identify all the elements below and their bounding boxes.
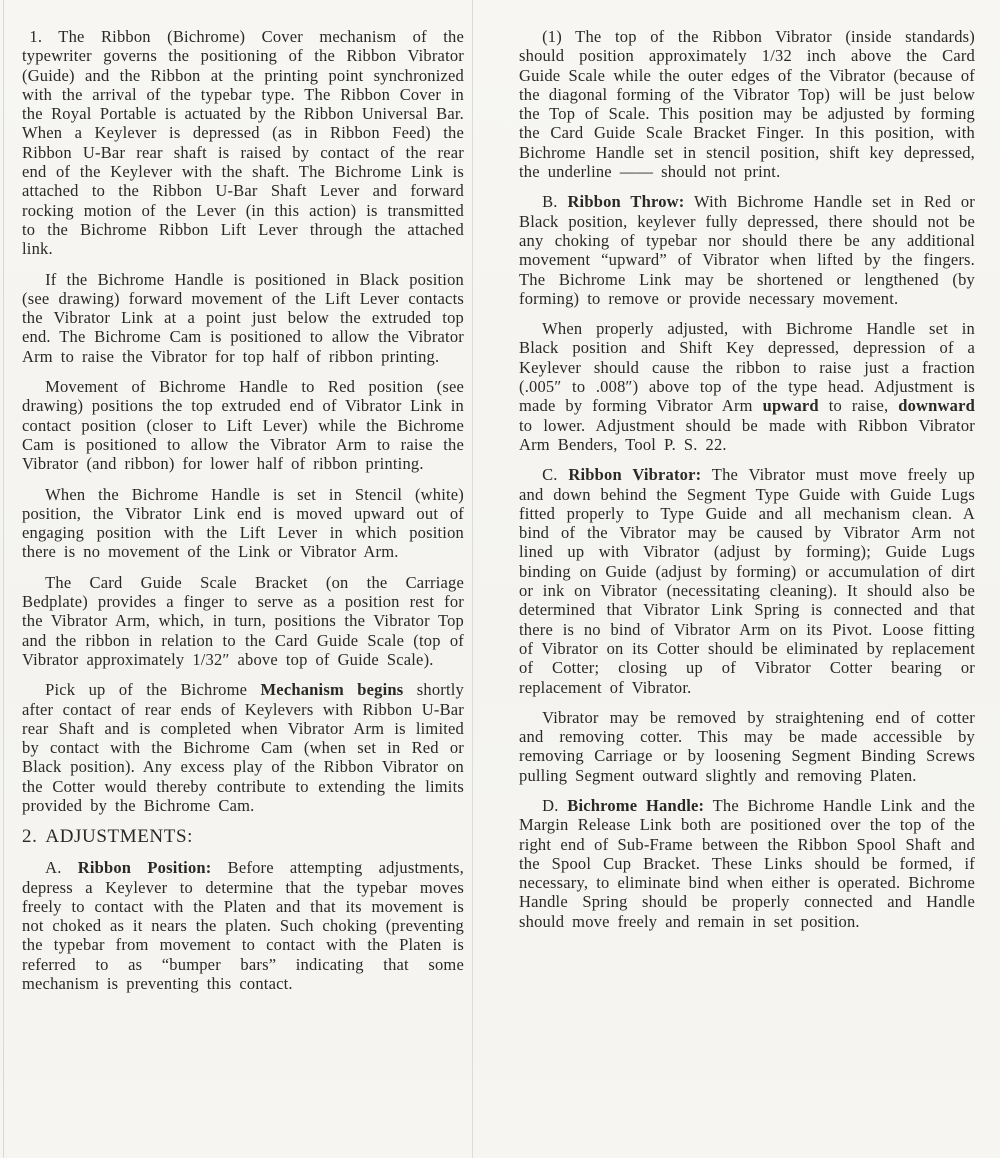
stencil-position-paragraph <box>22 485 464 562</box>
intro-paragraph <box>22 27 464 259</box>
section-letter-a: A. <box>45 858 78 878</box>
ribbon-vibrator-text: The Vibrator must move freely up and down behind the Segment Type Guide with Guide Lugs fitted properly to Type Guide and all mechanism clean. A bind of the Vibrator may be caused by Vibrator Arm not lined up with Vibrator (adjust by forming); Guide Lugs binding on Guide (adjust by forming) or accumulation of dirt or ink on Vibrator (necessitating cleaning). It should also be determined that Vibrator Link Spring is connected and that there is no bind of Vibrator Arm on its Pivot. Loose fitting of Vibrator on its Cotter should be eliminated by replacement of Cotter; closing up of Vibrator Cotter bearing or replacement of Vibrator. <box>519 465 975 697</box>
red-position-paragraph <box>22 377 464 473</box>
ribbon-vibrator-lead: Ribbon Vibrator: <box>568 465 702 485</box>
black-position-text: If the Bichrome Handle is positioned in Black position (see drawing) forward movement of the Lift Lever contacts the Vibrator Link at a point just below the extruded top end. The Bichrome Cam is positioned to allow the Vibrator Arm to raise the Vibrator for top half of ribbon printing. <box>22 269 464 366</box>
left-column <box>22 27 464 1004</box>
pickup-seg1: Pick up of the Bichrome <box>45 680 261 700</box>
card-guide-scale-text: The Card Guide Scale Bracket (on the Carriage Bedplate) provides a finger to serve as a position rest for the Vibrator Arm, which, in turn, positions the Vibrator Top and the ribbon in relation to the Card Guide Scale (top of Vibrator approximately 1/32″ above top of Guide Scale). <box>22 572 464 669</box>
ribbon-throw-adjust-paragraph <box>519 319 975 454</box>
adjust-bold-upward: upward <box>762 396 819 416</box>
ribbon-vibrator-paragraph <box>519 465 975 697</box>
right-column <box>519 27 975 942</box>
pickup-bold: Mechanism begins <box>260 680 404 700</box>
vibrator-removal-text: Vibrator may be removed by straightening end of cotter and removing cotter. This may be made accessible by removing Carriage or by loosening Segment Binding Screws pulling Segment outward slightly and removing Platen. <box>519 707 975 785</box>
stencil-position-text: When the Bichrome Handle is set in Stencil (white) position, the Vibrator Link end is moved upward out of engaging position with the Lift Lever in which position there is no movement of the Link or Vibrator Arm. <box>22 484 464 562</box>
card-guide-scale-paragraph <box>22 573 464 669</box>
vibrator-top-paragraph <box>519 27 975 181</box>
pickup-seg2: shortly after contact of rear ends of Keylevers with Ribbon U-Bar rear Shaft and is completed when Vibrator Arm is limited by contact with the Bichrome Cam (when set in Red or Black position). Any excess play of the Ribbon Vibrator on the Cotter would thereby contribute to extending the limits provided by the Bichrome Cam. <box>22 680 464 815</box>
intro-text: 1. The Ribbon (Bichrome) Cover mechanism of the typewriter governs the positioning of the Ribbon Vibrator (Guide) and the Ribbon at the printing point synchronized with the arrival of the typebar type. The Ribbon Cover in the Royal Portable is actuated by the Ribbon Universal Bar. When a Keylever is depressed (as in Ribbon Feed) the Ribbon U-Bar rear shaft is raised by contact of the rear end of the Keylever with the shaft. The Bichrome Link is attached to the Ribbon U-Bar Shaft Lever and forward rocking motion of the Lever (in this action) is transmitted to the Bichrome Ribbon Lift Lever through the attached link. <box>22 27 464 259</box>
ribbon-throw-text: With Bichrome Handle set in Red or Black position, keylever fully depressed, there should not be any choking of typebar nor should there be any additional movement “upward” of Vibrator when lifted by the fingers. The Bichrome Link may be shortened or lengthened (by forming) to remove or provide necessary movement. <box>519 192 975 308</box>
red-position-text: Movement of Bichrome Handle to Red position (see drawing) positions the top extruded end of Vibrator Link in contact position (closer to Lift Lever) while the Bichrome Cam is positioned to allow the Vibrator Arm to raise the Vibrator (and ribbon) for lower half of ribbon printing. <box>22 377 464 474</box>
adjust-seg2: to raise, <box>818 396 899 416</box>
vibrator-top-text: (1) The top of the Ribbon Vibrator (inside standards) should position approximately 1/32 inch above the Card Guide Scale while the outer edges of the Vibrator (because of the diagonal forming of the Vibrator Top) will be just below the Top of Scale. This position may be adjusted by forming the Card Guide Scale Bracket Finger. In this position, with Bichrome Handle set in stencil position, shift key depressed, the underline —— should not print. <box>519 27 975 182</box>
section-letter-c: C. <box>542 465 569 485</box>
ribbon-throw-lead: Ribbon Throw: <box>567 192 685 212</box>
black-position-paragraph <box>22 270 464 366</box>
ribbon-position-text: Before attempting adjustments, depress a Keylever to determine that the typebar moves freely to contact with the Platen and that its movement is not choked as it nears the platen. Such choking (preventing the typebar from movement to contact with the Platen is referred to as “bumper bars” indicating that some mechanism is preventing this contact. <box>22 858 464 994</box>
adjust-bold-downward: downward <box>898 396 976 416</box>
pickup-paragraph <box>22 680 464 815</box>
column-divider-rule <box>472 0 473 1158</box>
section-letter-d: D. <box>542 795 568 815</box>
vibrator-removal-paragraph <box>519 708 975 785</box>
ribbon-throw-paragraph <box>519 192 975 308</box>
scan-edge-line <box>3 0 4 1158</box>
ribbon-position-paragraph <box>22 858 464 993</box>
bichrome-handle-lead: Bichrome Handle: <box>567 795 705 815</box>
adjust-seg1: When properly adjusted, with Bichrome Handle set in Black position and Shift Key depressed, depression of a Keylever should cause the ribbon to raise just a fraction (.005″ to .008″) above top of the type head. Adjustment is made by forming Vibrator Arm <box>519 319 975 416</box>
adjust-seg3: to lower. Adjustment should be made with Ribbon Vibrator Arm Benders, Tool P. S. 22. <box>519 415 975 454</box>
ribbon-position-lead: Ribbon Position: <box>77 858 212 878</box>
bichrome-handle-text: The Bichrome Handle Link and the Margin Release Link both are positioned over the top of the right end of Sub-Frame between the Ribbon Spool Shaft and the Spool Cup Bracket. These Links should be formed, if necessary, to eliminate bind when either is operated. Bichrome Handle Spring should be properly connected and Handle should move freely and remain in set position. <box>519 795 975 931</box>
section-letter-b: B. <box>542 192 568 212</box>
adjustments-heading: 2. ADJUSTMENTS: <box>22 826 193 848</box>
bichrome-handle-paragraph <box>519 796 975 931</box>
